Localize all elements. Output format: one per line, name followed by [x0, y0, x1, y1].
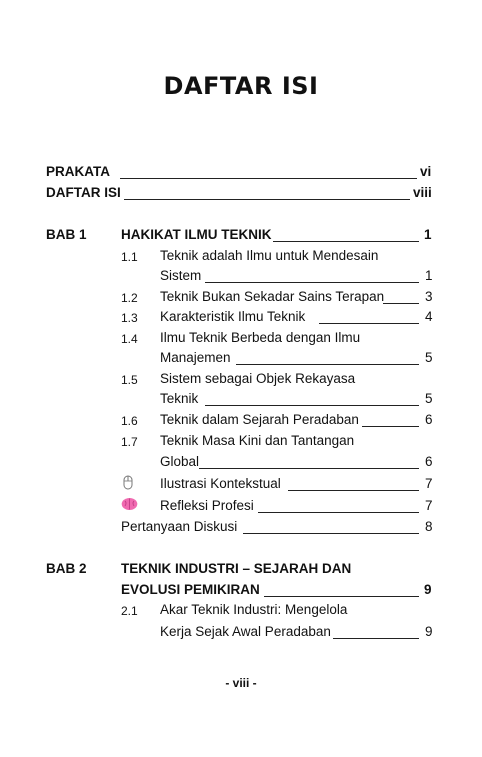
section-number: 1.1 — [121, 250, 138, 264]
section-page: 6 — [425, 412, 433, 427]
section-title[interactable]: Akar Teknik Industri: Mengelola — [160, 602, 348, 617]
leader-line — [362, 426, 419, 427]
section-page: 4 — [425, 309, 433, 324]
section-title[interactable]: Teknik dalam Sejarah Peradaban — [160, 412, 359, 427]
toc-prakata-label[interactable]: PRAKATA — [46, 164, 110, 179]
section-number: 1.7 — [121, 435, 138, 449]
toc-daftar-isi-page: viii — [413, 185, 432, 200]
leader-line — [124, 199, 410, 200]
section-title-cont[interactable]: Global — [160, 454, 200, 469]
pertanyaan-label[interactable]: Pertanyaan Diskusi — [121, 519, 238, 534]
section-page: 6 — [425, 454, 433, 469]
section-page: 9 — [425, 624, 433, 639]
section-title-cont[interactable]: Manajemen — [160, 350, 231, 365]
ilustrasi-label[interactable]: Ilustrasi Kontekstual — [160, 476, 281, 491]
leader-line — [199, 468, 419, 469]
section-number: 1.3 — [121, 311, 138, 325]
chapter-title[interactable]: HAKIKAT ILMU TEKNIK — [121, 227, 272, 242]
chapter-page: 9 — [424, 582, 432, 597]
section-page: 1 — [425, 268, 433, 283]
page-title: DAFTAR ISI — [163, 72, 319, 100]
section-title[interactable]: Teknik adalah Ilmu untuk Mendesain — [160, 248, 379, 263]
page-number-footer: - viii - — [225, 676, 257, 690]
chapter-page: 1 — [424, 227, 432, 242]
leader-line — [243, 533, 419, 534]
toc-daftar-isi-label[interactable]: DAFTAR ISI — [46, 185, 121, 200]
section-title-cont[interactable]: Teknik — [160, 391, 199, 406]
leader-line — [288, 490, 419, 491]
chapter-title-cont[interactable]: EVOLUSI PEMIKIRAN — [121, 582, 260, 597]
ilustrasi-page: 7 — [425, 476, 433, 491]
refleksi-label[interactable]: Refleksi Profesi — [160, 498, 254, 513]
section-title-cont[interactable]: Kerja Sejak Awal Peradaban — [160, 624, 331, 639]
leader-line — [205, 282, 419, 283]
mouse-icon — [123, 475, 133, 493]
leader-line — [236, 364, 419, 365]
pertanyaan-page: 8 — [425, 519, 433, 534]
section-page: 5 — [425, 350, 433, 365]
section-number: 1.6 — [121, 414, 138, 428]
toc-prakata-page: vi — [420, 164, 432, 179]
leader-line — [319, 323, 419, 324]
chapter-label: BAB 2 — [46, 561, 87, 576]
leader-line — [205, 405, 419, 406]
leader-line — [264, 596, 419, 597]
section-title[interactable]: Teknik Bukan Sekadar Sains Terapan — [160, 289, 385, 304]
leader-line — [258, 512, 419, 513]
brain-icon — [121, 497, 138, 514]
section-page: 5 — [425, 391, 433, 406]
section-number: 1.2 — [121, 291, 138, 305]
section-title[interactable]: Ilmu Teknik Berbeda dengan Ilmu — [160, 330, 361, 345]
chapter-title[interactable]: TEKNIK INDUSTRI – SEJARAH DAN — [121, 561, 352, 576]
leader-line — [120, 178, 417, 179]
leader-line — [333, 638, 419, 639]
section-title[interactable]: Karakteristik Ilmu Teknik — [160, 309, 306, 324]
section-page: 3 — [425, 289, 433, 304]
section-title-cont[interactable]: Sistem — [160, 268, 202, 283]
chapter-label: BAB 1 — [46, 227, 87, 242]
leader-line — [383, 303, 419, 304]
section-title[interactable]: Sistem sebagai Objek Rekayasa — [160, 371, 356, 386]
refleksi-page: 7 — [425, 498, 433, 513]
section-title[interactable]: Teknik Masa Kini dan Tantangan — [160, 433, 355, 448]
section-number: 2.1 — [121, 604, 138, 618]
section-number: 1.5 — [121, 373, 138, 387]
section-number: 1.4 — [121, 332, 138, 346]
leader-line — [273, 241, 419, 242]
